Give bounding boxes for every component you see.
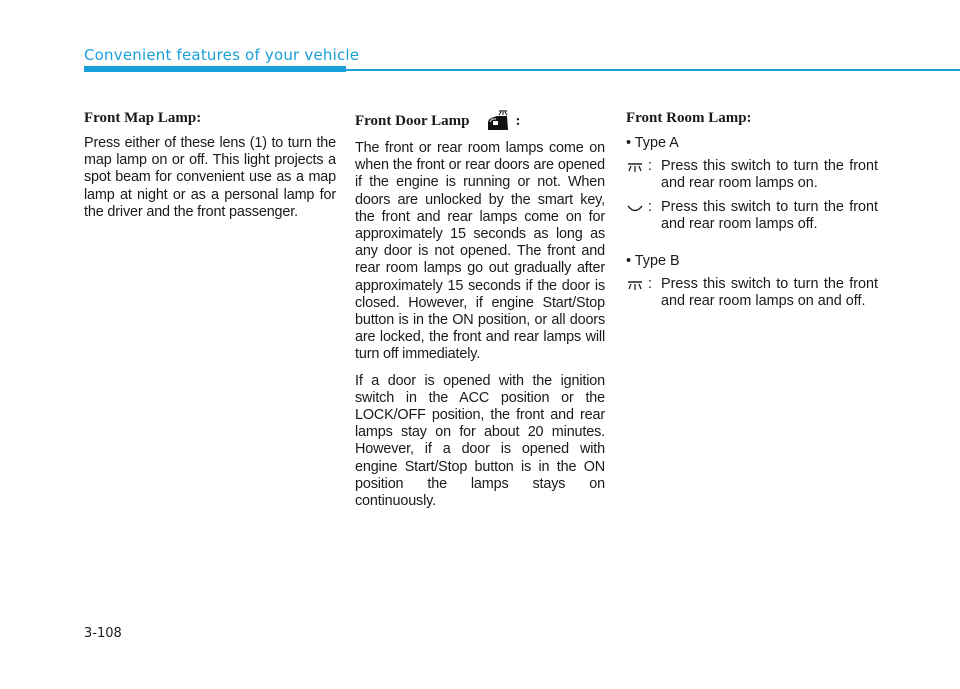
front-door-lamp-title: Front Door Lamp <box>355 112 470 129</box>
type-b-toggle-text: Press this switch to turn the front and rear room lamps on and off. <box>661 276 878 310</box>
front-map-lamp-text: Press either of these lens (1) to turn the map lamp on or off. This light projects a spot beam for convenient use as a map lamp at night or as a personal lamp for the driver and the front passenger. <box>84 135 336 220</box>
door-lamp-icon <box>485 110 511 132</box>
room-lamp-off-icon <box>626 199 648 233</box>
section-title: Convenient features of your vehicle <box>84 46 360 64</box>
front-door-lamp-colon: : <box>515 112 521 129</box>
type-a-off-row <box>626 199 878 233</box>
colon: : <box>648 158 652 175</box>
colon: : <box>648 276 652 293</box>
room-lamp-toggle-icon <box>626 276 648 310</box>
column-front-map-lamp <box>84 110 336 230</box>
column-front-room-lamp <box>626 110 878 317</box>
page-number: 3-108 <box>84 626 122 641</box>
front-room-lamp-heading: Front Room Lamp: <box>626 110 752 126</box>
front-door-lamp-heading <box>355 110 605 132</box>
front-door-lamp-text-2: If a door is opened with the ignition switch in the ACC position or the LOCK/OFF position, the front and rear lamps stay on for about 20 minutes. However, if a door is opened with engine Start/Stop button is in the ON position the lamps stays on continuously. <box>355 372 605 510</box>
type-a-on-text: Press this switch to turn the front and rear room lamps on. <box>661 158 878 192</box>
header-rule <box>346 69 960 71</box>
type-b-toggle-row <box>626 276 878 310</box>
colon: : <box>648 198 652 215</box>
front-map-lamp-heading: Front Map Lamp: <box>84 110 202 126</box>
column-front-door-lamp <box>355 110 605 519</box>
type-a-on-row <box>626 158 878 192</box>
type-a-label: • Type A <box>626 135 679 151</box>
type-b-label: • Type B <box>626 253 680 270</box>
front-door-lamp-text-1: The front or rear room lamps come on when the front or rear doors are opened if the engine is running or not. When doors are unlocked by the smart key, the front and rear lamps come on for approximately 15 seconds as long as any door is not opened. The front and rear room lamps go out gradually after approximately 15 seconds if the door is closed. However, if engine Start/Stop button is in the ON position, or all doors are locked, the front and rear lamps will turn off immediately. <box>355 140 605 363</box>
type-a-off-text: Press this switch to turn the front and rear room lamps off. <box>661 198 878 232</box>
header-bar <box>84 66 346 72</box>
room-lamp-on-icon <box>626 158 648 192</box>
